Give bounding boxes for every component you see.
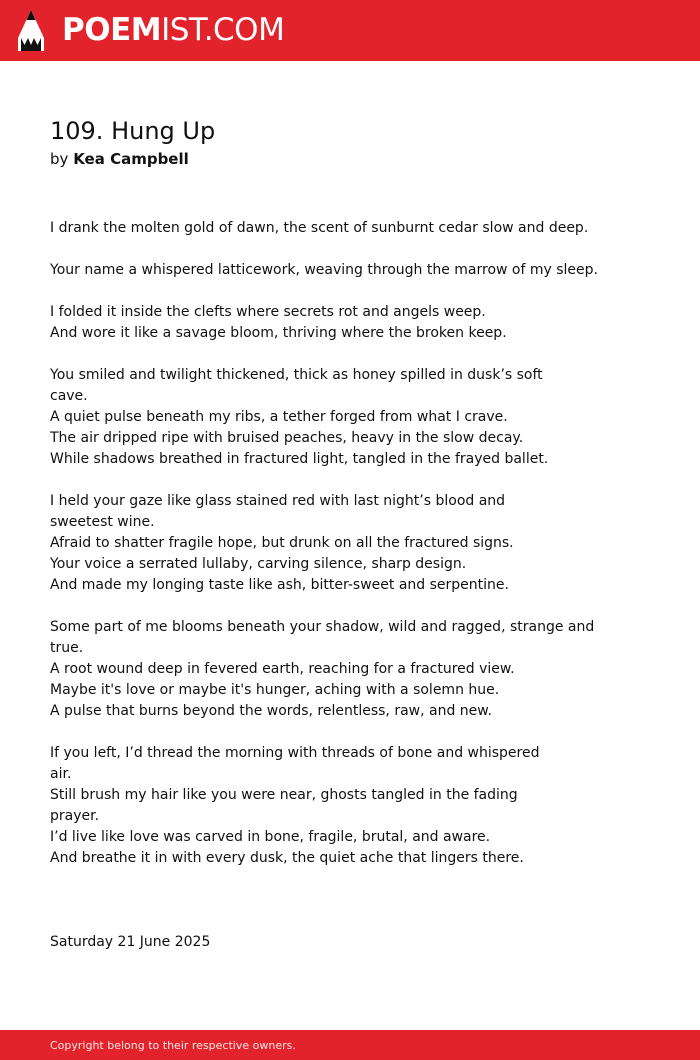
poem-date: Saturday 21 June 2025	[50, 934, 211, 950]
poem-line: Still brush my hair like you were near, ghosts tangled in the fading	[50, 787, 518, 803]
poem-line: If you left, I’d thread the morning with threads of bone and whispered	[50, 745, 540, 761]
footer-copyright: Copyright belong to their respective owners.	[50, 1039, 296, 1052]
poem-line: I drank the molten gold of dawn, the scent of sunburnt cedar slow and deep.	[50, 220, 589, 236]
site-footer	[0, 1030, 700, 1060]
poem-stanza	[50, 302, 610, 344]
poem-line: The air dripped ripe with bruised peaches, heavy in the slow decay.	[50, 430, 524, 446]
poem-line: You smiled and twilight thickened, thick as honey spilled in dusk’s soft	[50, 367, 543, 383]
poem-stanza	[50, 260, 610, 281]
poem-stanza	[50, 218, 610, 239]
poem-line: Some part of me blooms beneath your shadow, wild and ragged, strange and	[50, 619, 595, 635]
poem-line: Your name a whispered latticework, weaving through the marrow of my sleep.	[50, 262, 598, 278]
logo-light-text: IST.COM	[161, 12, 285, 48]
poem-line: Your voice a serrated lullaby, carving silence, sharp design.	[50, 556, 467, 572]
poem-line: I folded it inside the clefts where secrets rot and angels weep.	[50, 304, 486, 320]
poem-stanza	[50, 365, 610, 470]
poem-line: And wore it like a savage bloom, thriving where the broken keep.	[50, 325, 507, 341]
poem-body	[50, 218, 610, 890]
poem-line: A root wound deep in fevered earth, reaching for a fractured view.	[50, 661, 515, 677]
poem-line: While shadows breathed in fractured light, tangled in the frayed ballet.	[50, 451, 549, 467]
poem-line: sweetest wine.	[50, 514, 155, 530]
poem-byline	[50, 149, 189, 169]
poem-author: Kea Campbell	[73, 150, 189, 168]
logo-bold-text: POEM	[62, 12, 162, 48]
poem-line: prayer.	[50, 808, 100, 824]
poem-line: cave.	[50, 388, 88, 404]
poem-stanza	[50, 491, 610, 596]
site-header	[0, 0, 700, 61]
poem-stanza	[50, 617, 610, 722]
pencil-tip-icon[interactable]	[18, 10, 44, 51]
poem-line: A quiet pulse beneath my ribs, a tether forged from what I crave.	[50, 409, 508, 425]
site-logo[interactable]	[62, 10, 284, 50]
poem-stanza	[50, 743, 610, 869]
poem-line: A pulse that burns beyond the words, relentless, raw, and new.	[50, 703, 492, 719]
poem-title: 109. Hung Up	[50, 117, 216, 145]
poem-line: And breathe it in with every dusk, the quiet ache that lingers there.	[50, 850, 524, 866]
byline-prefix: by	[50, 150, 69, 168]
poem-line: Maybe it's love or maybe it's hunger, aching with a solemn hue.	[50, 682, 500, 698]
poem-line: I held your gaze like glass stained red with last night’s blood and	[50, 493, 506, 509]
poem-line: true.	[50, 640, 84, 656]
poem-line: I’d live like love was carved in bone, fragile, brutal, and aware.	[50, 829, 491, 845]
poem-line: And made my longing taste like ash, bitter-sweet and serpentine.	[50, 577, 509, 593]
poem-line: air.	[50, 766, 72, 782]
poem-line: Afraid to shatter fragile hope, but drunk on all the fractured signs.	[50, 535, 514, 551]
